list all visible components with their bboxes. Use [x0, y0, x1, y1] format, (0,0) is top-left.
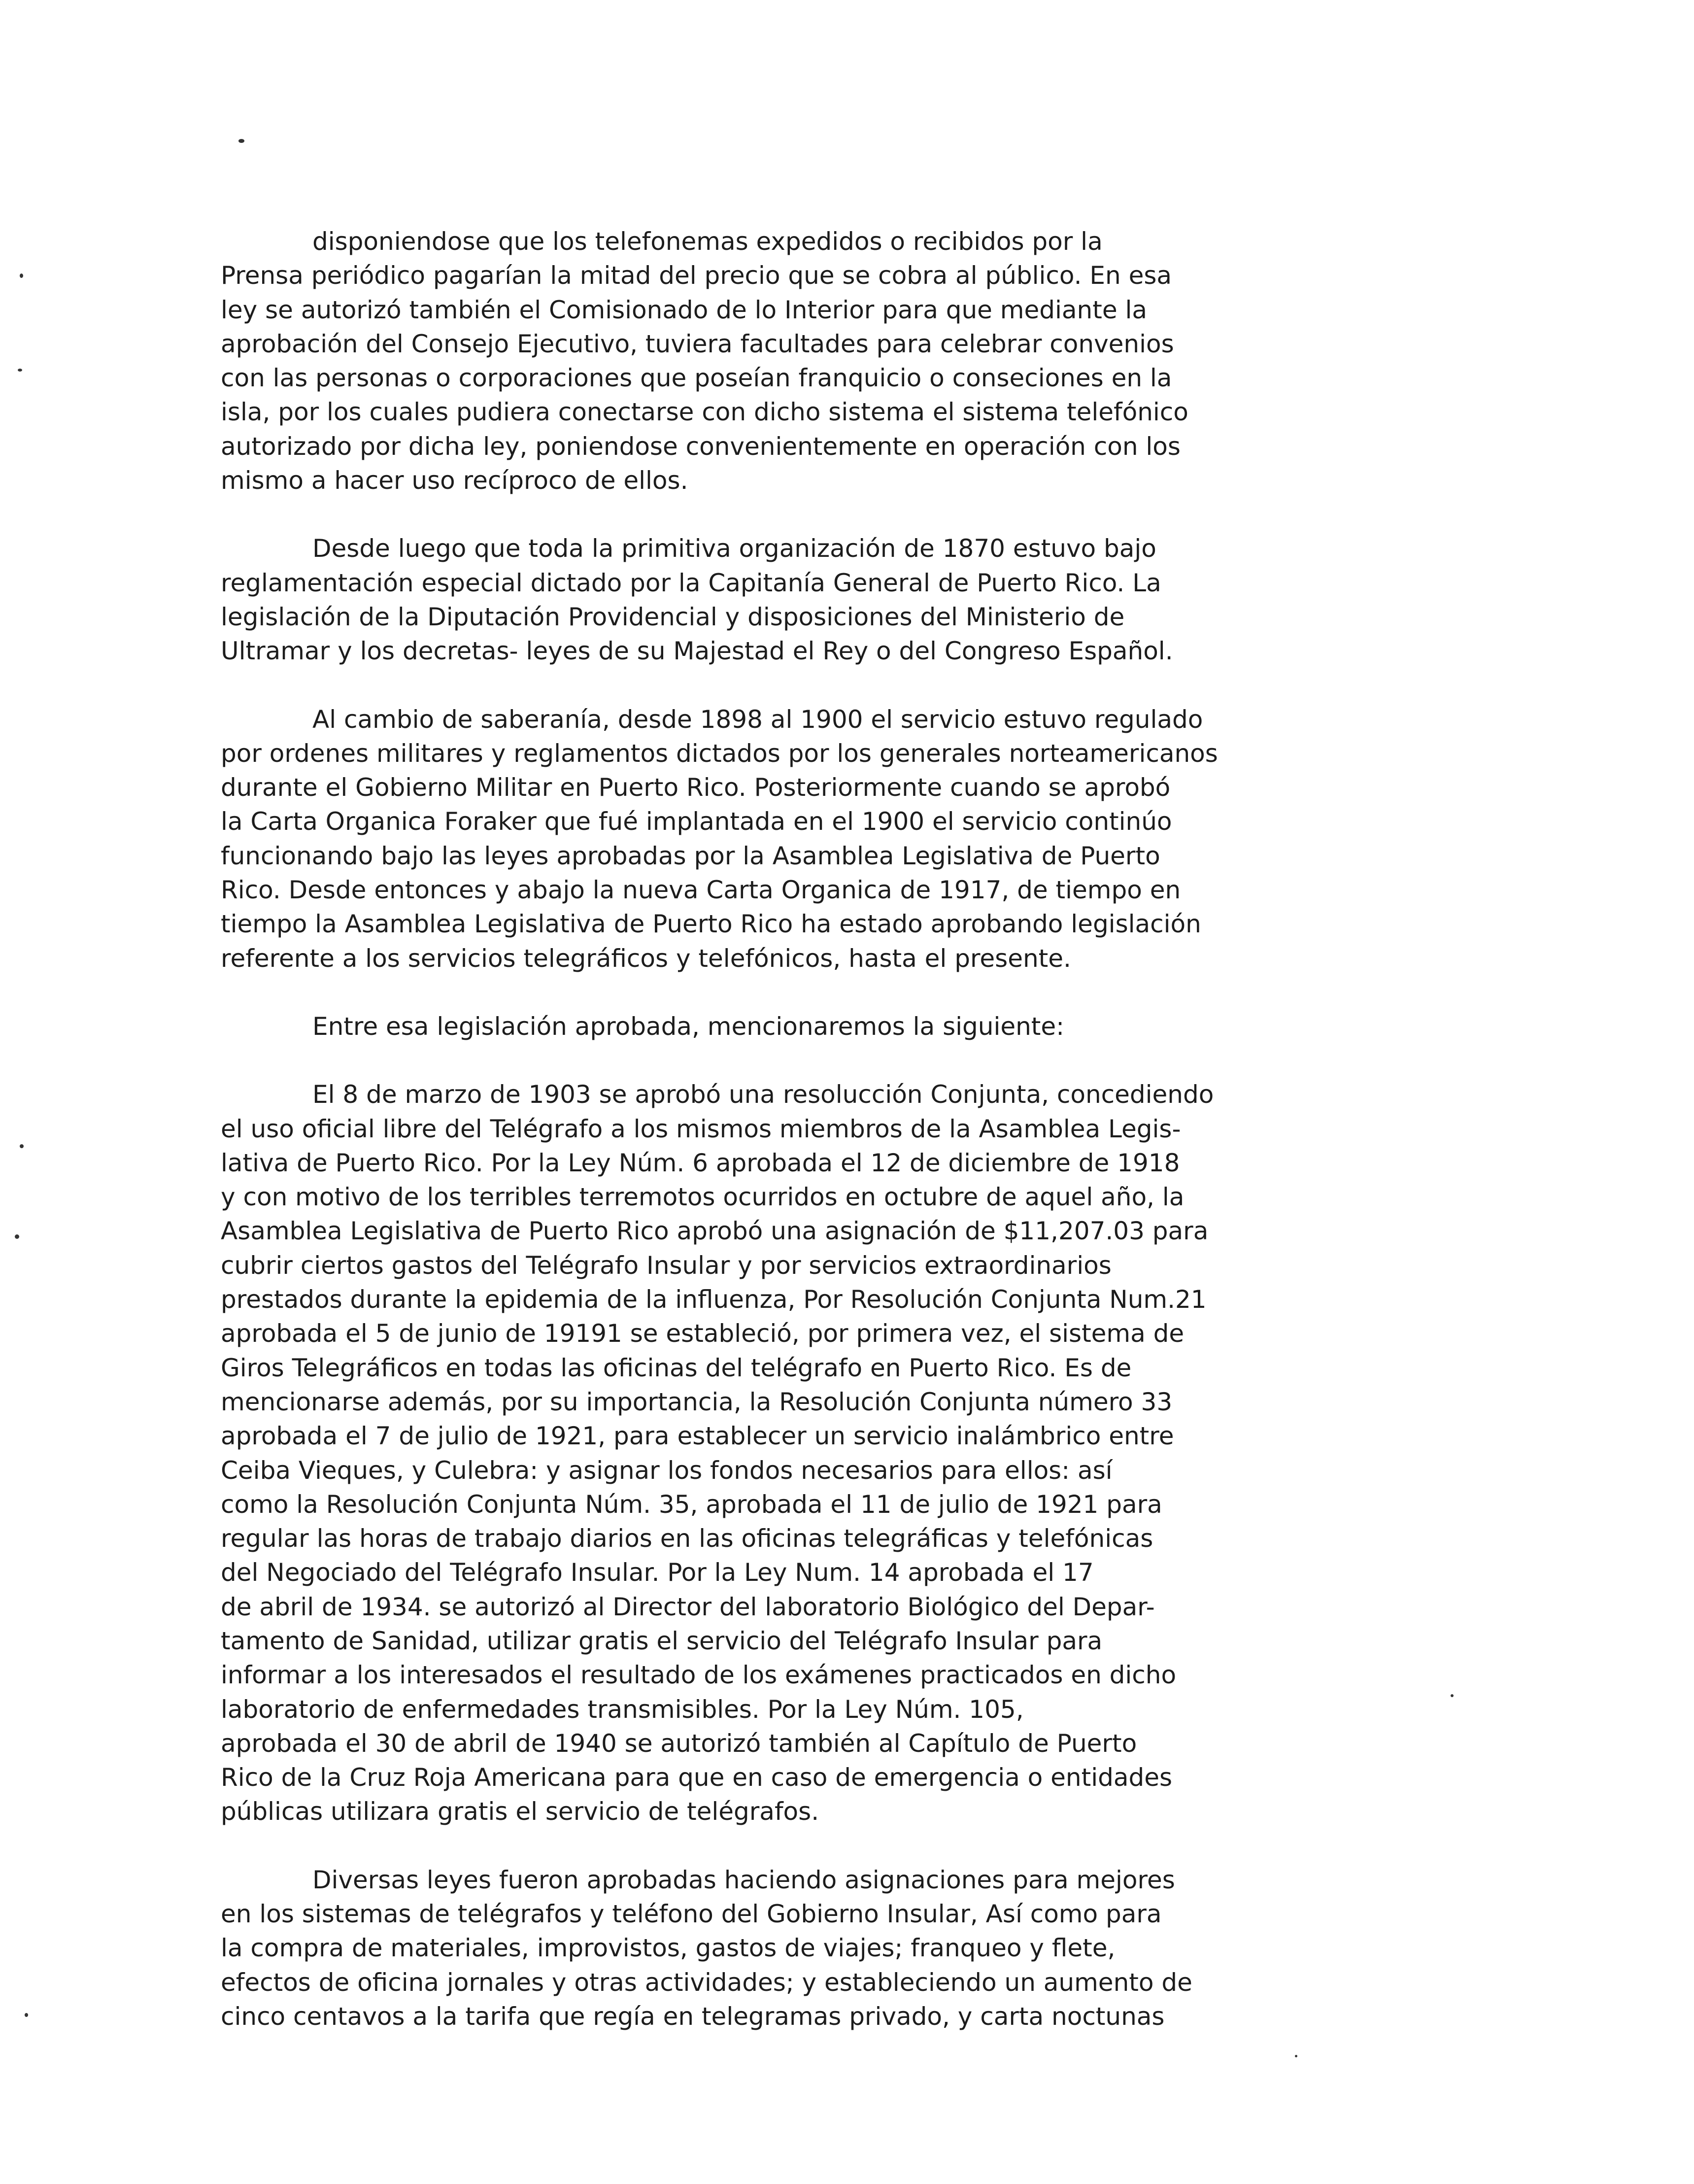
- text-line: tamento de Sanidad, utilizar gratis el servicio del Telégrafo Insular para: [221, 1626, 1103, 1655]
- text-line: en los sistemas de telégrafos y teléfono del Gobierno Insular, Así como para: [221, 1900, 1162, 1929]
- text-line: Prensa periódico pagarían la mitad del precio que se cobra al público. En esa: [221, 261, 1172, 290]
- text-line: aprobada el 5 de junio de 19191 se estableció, por primera vez, el sistema de: [221, 1319, 1185, 1348]
- document-body: [221, 225, 1462, 2068]
- paragraph-3: [221, 703, 1462, 976]
- text-line: laboratorio de enfermedades transmisibles. Por la Ley Núm. 105,: [221, 1695, 1024, 1724]
- text-line: por ordenes militares y reglamentos dictados por los generales norteamericanos: [221, 739, 1218, 768]
- text-line: como la Resolución Conjunta Núm. 35, aprobada el 11 de julio de 1921 para: [221, 1490, 1162, 1519]
- text-line: Rico de la Cruz Roja Americana para que en caso de emergencia o entidades: [221, 1763, 1173, 1792]
- text-line: mencionarse además, por su importancia, la Resolución Conjunta número 33: [221, 1387, 1173, 1416]
- text-line: la compra de materiales, improvistos, gastos de viajes; franqueo y flete,: [221, 1934, 1116, 1963]
- text-line: públicas utilizara gratis el servicio de telégrafos.: [221, 1797, 819, 1826]
- text-line: reglamentación especial dictado por la Capitanía General de Puerto Rico. La: [221, 568, 1161, 597]
- text-line: y con motivo de los terribles terremotos ocurridos en octubre de aquel año, la: [221, 1183, 1185, 1212]
- scan-speck: [20, 273, 23, 278]
- text-line: de abril de 1934. se autorizó al Director del laboratorio Biológico del Depar-: [221, 1592, 1155, 1621]
- text-line: cinco centavos a la tarifa que regía en telegramas privado, y carta noctunas: [221, 2002, 1165, 2031]
- text-line: Desde luego que toda la primitiva organización de 1870 estuvo bajo: [312, 534, 1156, 563]
- text-line: aprobada el 30 de abril de 1940 se autorizó también al Capítulo de Puerto: [221, 1729, 1137, 1758]
- text-line: aprobación del Consejo Ejecutivo, tuviera facultades para celebrar convenios: [221, 329, 1174, 358]
- paragraph-5: [221, 1078, 1462, 1829]
- text-line: mismo a hacer uso recíproco de ellos.: [221, 466, 688, 495]
- text-line: Rico. Desde entonces y abajo la nueva Carta Organica de 1917, de tiempo en: [221, 876, 1181, 905]
- text-line: Diversas leyes fueron aprobadas haciendo asignaciones para mejores: [312, 1865, 1175, 1894]
- text-line: prestados durante la epidemia de la influenza, Por Resolución Conjunta Num.21: [221, 1285, 1207, 1314]
- text-line: aprobada el 7 de julio de 1921, para establecer un servicio inalámbrico entre: [221, 1422, 1174, 1451]
- text-line: Ultramar y los decretas- leyes de su Majestad el Rey o del Congreso Español.: [221, 637, 1173, 666]
- text-line: Al cambio de saberanía, desde 1898 al 1900 el servicio estuvo regulado: [312, 705, 1203, 734]
- text-line: autorizado por dicha ley, poniendose convenientemente en operación con los: [221, 432, 1181, 461]
- text-line: el uso oficial libre del Telégrafo a los mismos miembros de la Asamblea Legis-: [221, 1114, 1181, 1143]
- text-line: Asamblea Legislativa de Puerto Rico aprobó una asignación de $11,207.03 para: [221, 1217, 1209, 1246]
- text-line: durante el Gobierno Militar en Puerto Rico. Posteriormente cuando se aprobó: [221, 773, 1171, 802]
- text-line: informar a los interesados el resultado de los exámenes practicados en dicho: [221, 1661, 1177, 1690]
- text-line: cubrir ciertos gastos del Telégrafo Insular y por servicios extraordinarios: [221, 1251, 1112, 1280]
- text-line: con las personas o corporaciones que poseían franquicio o conseciones en la: [221, 364, 1172, 393]
- scan-speck: [238, 139, 244, 143]
- paragraph-2: [221, 532, 1462, 668]
- scan-speck: [25, 2013, 28, 2017]
- text-line: la Carta Organica Foraker que fué implantada en el 1900 el servicio continúo: [221, 807, 1172, 836]
- text-line: Ceiba Vieques, y Culebra: y asignar los fondos necesarios para ellos: así: [221, 1456, 1113, 1485]
- text-line: regular las horas de trabajo diarios en las oficinas telegráficas y telefónicas: [221, 1524, 1153, 1553]
- text-line: El 8 de marzo de 1903 se aprobó una resolucción Conjunta, concediendo: [312, 1080, 1214, 1109]
- text-line: disponiendose que los telefonemas expedidos o recibidos por la: [312, 227, 1103, 256]
- text-line: ley se autorizó también el Comisionado de lo Interior para que mediante la: [221, 295, 1148, 324]
- text-line: isla, por los cuales pudiera conectarse con dicho sistema el sistema telefónico: [221, 398, 1188, 427]
- paragraph-1: [221, 225, 1462, 498]
- paragraph-4: [221, 1010, 1462, 1044]
- text-line: legislación de la Diputación Providencial y disposiciones del Ministerio de: [221, 602, 1125, 631]
- text-line: del Negociado del Telégrafo Insular. Por la Ley Num. 14 aprobada el 17: [221, 1558, 1094, 1587]
- text-line: funcionando bajo las leyes aprobadas por la Asamblea Legislativa de Puerto: [221, 841, 1160, 870]
- text-line: Entre esa legislación aprobada, mencionaremos la siguiente:: [312, 1012, 1065, 1041]
- scan-speck: [18, 369, 22, 372]
- paragraph-6: [221, 1863, 1462, 2034]
- text-line: lativa de Puerto Rico. Por la Ley Núm. 6 aprobada el 12 de diciembre de 1918: [221, 1148, 1180, 1177]
- text-line: efectos de oficina jornales y otras actividades; y estableciendo un aumento de: [221, 1968, 1192, 1997]
- scan-speck: [20, 1144, 24, 1148]
- text-line: tiempo la Asamblea Legislativa de Puerto Rico ha estado aprobando legislación: [221, 910, 1201, 939]
- text-line: referente a los servicios telegráficos y telefónicos, hasta el presente.: [221, 944, 1071, 973]
- scan-speck: [15, 1234, 19, 1239]
- text-line: Giros Telegráficos en todas las oficinas del telégrafo en Puerto Rico. Es de: [221, 1353, 1132, 1382]
